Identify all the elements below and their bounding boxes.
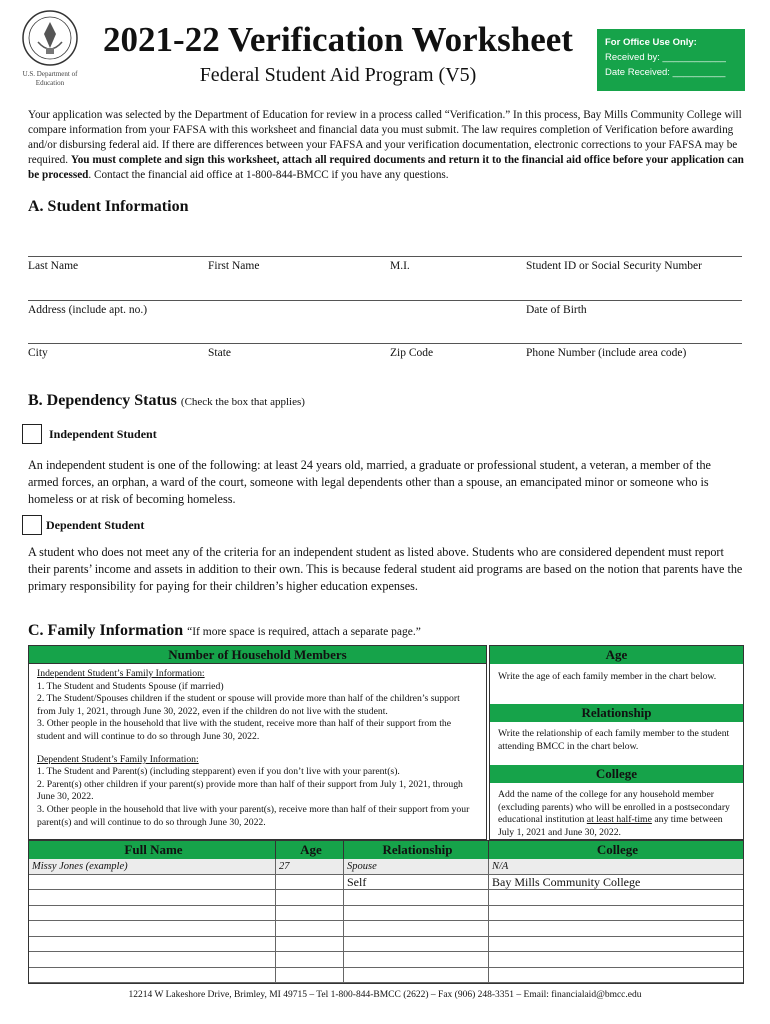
phone-number-label: Phone Number (include area code) (526, 347, 687, 359)
college-cell[interactable] (489, 906, 743, 921)
relationship-cell[interactable]: Self (344, 875, 489, 890)
row3-input-line[interactable] (28, 343, 742, 344)
city-label: City (28, 347, 48, 359)
section-c-note: “If more space is required, attach a separate page.” (187, 626, 421, 638)
independent-student-description: An independent student is one of the following: at least 24 years old, married, a graduate or professional student, a veteran, a member of the armed forces, an orphan, a ward of the court, someone with legal dependents other than a spouse, an emancipated minor or someone who is homeless or at risk of becoming homeless. (28, 458, 711, 506)
college-cell[interactable]: N/A (492, 861, 509, 872)
family-table (28, 840, 744, 984)
relationship-cell[interactable] (344, 952, 489, 967)
table-row (29, 952, 743, 968)
section-b-heading: B. Dependency Status (Check the box that applies) (28, 392, 305, 409)
table-row (29, 859, 743, 875)
table-row (29, 937, 743, 953)
relationship-cell[interactable] (344, 906, 489, 921)
relationship-column-header: Relationship (344, 841, 489, 859)
age-cell[interactable] (276, 906, 344, 921)
college-cell[interactable] (489, 937, 743, 952)
family-table-header (29, 841, 743, 860)
relationship-cell[interactable] (344, 968, 489, 983)
independent-student-label: Independent Student (49, 427, 157, 441)
college-cell[interactable]: Bay Mills Community College (492, 874, 641, 889)
age-cell[interactable] (276, 875, 344, 890)
full-name-cell[interactable] (29, 890, 276, 905)
state-label: State (208, 347, 231, 359)
full-name-cell[interactable] (29, 968, 276, 983)
department-seal-logo (20, 8, 80, 92)
college-cell[interactable] (489, 890, 743, 905)
college-cell[interactable] (489, 968, 743, 983)
row1-input-line[interactable] (28, 256, 742, 257)
age-cell[interactable] (276, 968, 344, 983)
college-cell[interactable] (489, 952, 743, 967)
college-column-header: College (596, 842, 639, 857)
middle-initial-label: M.I. (390, 260, 410, 272)
full-name-cell[interactable] (29, 952, 276, 967)
age-cell[interactable] (276, 937, 344, 952)
age-cell[interactable] (276, 890, 344, 905)
student-id-label: Student ID or Social Security Number (526, 260, 702, 272)
college-header: College (490, 765, 743, 783)
last-name-label: Last Name (28, 260, 79, 272)
office-use-title: For Office Use Only: (605, 37, 697, 48)
table-row (29, 968, 743, 984)
first-name-label: First Name (208, 260, 260, 272)
intro-bold-instruction: You must complete and sign this worksheet, attach all required documents and return it to the financial aid office before your application can be processed (28, 154, 744, 181)
relationship-cell[interactable] (344, 890, 489, 905)
full-name-cell[interactable] (29, 875, 276, 890)
college-cell[interactable] (489, 921, 743, 936)
zip-code-label: Zip Code (390, 347, 434, 359)
intro-paragraph: Your application was selected by the Department of Education for review in a process called “Verification.” In this process, Bay Mills Community College will compare information from your FAFSA with this worksheet and financial data you must submit. The law requires completion of Verification before awarding and/or disbursing federal aid. If there are differences between your FAFSA and your verification documentation, electronic corrections to your FAFSA may be required. You must complete and sign this worksheet, attach all required documents and return it to the financial aid office before your application can be processed. Contact the financial aid office at 1-800-844-BMCC if you have any questions. (28, 109, 744, 181)
independent-family-info: Independent Student’s Family Information: 1. The Student and Students Spouse (if married) 2. The Student/Spouses children if the student or spouse will provide more than half of the children’s support from July 1, 2021, through June 30, 2022, even if the children do not live with the student. 3. Other people in the household that live with the student, receive more than half of their support from the student and will continue to do so through June 30, 2022. (37, 668, 460, 742)
section-b-note: (Check the box that applies) (180, 396, 305, 408)
relationship-cell[interactable]: Spouse (344, 859, 489, 874)
full-name-cell[interactable] (29, 921, 276, 936)
independent-student-checkbox[interactable] (22, 424, 42, 444)
full-name-cell[interactable] (29, 937, 276, 952)
column-instructions-box (489, 645, 744, 840)
age-header: Age (490, 646, 743, 664)
address-label: Address (include apt. no.) (28, 304, 148, 316)
table-row (29, 906, 743, 922)
row2-input-line[interactable] (28, 300, 742, 301)
relationship-instructions: Write the relationship of each family member to the student attending BMCC in the chart below. (498, 728, 730, 752)
received-by-field: Received by: ____________ (605, 52, 726, 63)
office-use-box (597, 29, 745, 91)
household-members-header: Number of Household Members (29, 646, 486, 664)
footer-contact: 12214 W Lakeshore Drive, Brimley, MI 49715 – Tel 1-800-844-BMCC (2622) – Fax (906) 248-3351 – Email: financialaid@bmcc.edu (128, 990, 642, 1000)
full-name-cell[interactable]: Missy Jones (example) (29, 859, 276, 874)
date-of-birth-label: Date of Birth (526, 304, 587, 316)
table-row (29, 890, 743, 906)
age-cell[interactable] (276, 952, 344, 967)
age-cell[interactable] (276, 921, 344, 936)
table-row (29, 921, 743, 937)
page-title: 2021-22 Verification Worksheet (103, 20, 573, 59)
date-received-field: Date Received: __________ (605, 67, 726, 78)
dependent-student-description: A student who does not meet any of the criteria for an independent student as listed above. Students who are considered dependent must report their parents’ income and assets in addition to their own. This is because federal student aid programs are based on the notion that parents have the primary responsibility for paying for their children’s higher education expenses. (28, 545, 743, 593)
full-name-cell[interactable] (29, 906, 276, 921)
seal-caption: U.S. Department of Education (22, 70, 78, 87)
full-name-column-header: Full Name (29, 841, 276, 859)
dependent-student-label: Dependent Student (46, 518, 145, 532)
section-a-heading: A. Student Information (28, 198, 189, 215)
section-c-heading: C. Family Information “If more space is required, attach a separate page.” (28, 622, 421, 639)
dependent-student-checkbox[interactable] (22, 515, 42, 535)
relationship-cell[interactable] (344, 921, 489, 936)
college-instructions: Add the name of the college for any household member (excluding parents) who will be enrolled in a postsecondary educational institution at least half-time any time between July 1, 2021 and June 30, 2022. (498, 789, 730, 838)
household-instructions-box (28, 645, 487, 840)
age-cell[interactable]: 27 (276, 859, 344, 874)
age-column-header: Age (276, 841, 344, 859)
age-instructions: Write the age of each family member in the chart below. (498, 671, 717, 682)
table-row (29, 875, 743, 891)
relationship-header: Relationship (490, 704, 743, 722)
relationship-cell[interactable] (344, 937, 489, 952)
page-subtitle: Federal Student Aid Program (V5) (199, 64, 477, 86)
dependent-family-info: Dependent Student’s Family Information: 1. The Student and Parent(s) (including stepparent) even if you don’t live with your parent(s). 2. Parent(s) other children if your parent(s) provide more than half of their support from July 1, 2021, through June 30, 2022. 3. Other people in the household that live with your parent(s), receive more than half of their support from your parent(s) and will continue to do so through June 30, 2022. (37, 753, 470, 828)
